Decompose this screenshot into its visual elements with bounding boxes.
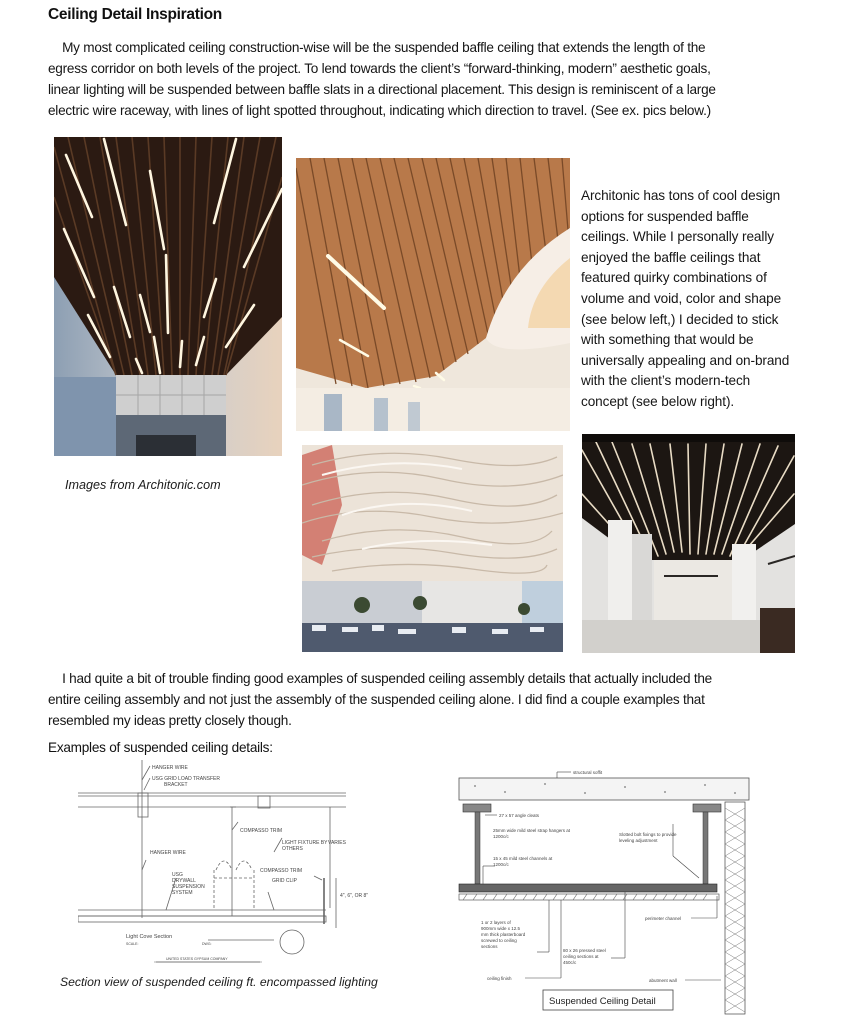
side-line: Architonic has tons of cool design [581,188,781,203]
label-dwg: DWG: [202,942,212,946]
label-pressed-3: 450c/c [563,960,577,965]
side-line: (see below left,) I decided to stick [581,311,779,327]
side-line: with something that would be [581,332,754,348]
label-hangers: 25mm wide mild steel strap hangers at [493,828,571,833]
label-scale: SCALE: [126,942,139,946]
label-section-title: Light Cove Section [126,934,173,940]
label-channels: 15 x 45 mild steel channels at [493,856,553,861]
label-finish: ceiling finish [487,976,512,981]
label-plaster-5: sections [481,944,498,949]
label-company: UNITED STATES GYPSUM COMPANY [166,957,228,961]
label-plaster-2: 900mm wide x 12.5 [481,926,521,931]
label-channels-2: 1200c/c [493,862,509,867]
second-paragraph [48,668,712,731]
label-compasso-trim: COMPASSO TRIM [240,828,283,834]
label-varies: VARIES [328,840,346,846]
label-cleats: 27 x 57 angle cleats [499,813,540,818]
label-slotted: Slotted bolt fixings to provide [619,832,677,837]
side-line: with the client’s modern-tech [581,373,751,389]
label-light-fixture-2: OTHERS [282,846,303,852]
label-usg-3: SUSPENSION [172,884,205,890]
side-line: enjoyed the baffle ceilings that [581,249,761,265]
label-usg: USG [172,872,183,878]
black-baffle-modern-photo [582,434,795,653]
label-usg-4: SYSTEM [172,890,193,896]
label-pressed-2: ceiling sections at [563,954,599,959]
label-bracket-2: BRACKET [164,782,188,788]
dark-baffle-corridor-photo [54,137,282,456]
intro-line: My most complicated ceiling construction-wise will be the suspended baffle ceiling that extends the length of the [48,40,706,55]
label-soffit: structural soffit [573,770,603,775]
label-grid-clip: GRID CLIP [272,878,298,884]
label-plaster-4: screwed to ceiling [481,938,517,943]
label-plaster: 1 or 2 layers of [481,920,511,925]
second-line: I had quite a bit of trouble finding good examples of suspended ceiling assembly details that actually included the [48,671,712,686]
wood-baffle-curved-photo [296,158,570,431]
side-paragraph [581,186,821,413]
label-dims: 4", 6", OR 8" [340,893,368,899]
label-perimeter: perimeter channel [645,916,682,921]
suspended-ceiling-detail-drawing [445,768,765,1023]
side-line: volume and void, color and shape [581,290,782,306]
page-title: Ceiling Detail Inspiration [48,6,222,23]
side-line: ceilings. While I personally really [581,229,774,245]
side-line: concept (see below right). [581,393,735,409]
label-hangers-2: 1200c/c [493,834,509,839]
side-line: featured quirky combinations of [581,270,767,286]
label-pressed: 80 x 26 pressed steel [563,948,606,953]
label-compasso-trim-2: COMPASSO TRIM [260,868,303,874]
intro-line: egress corridor on both levels of the project. To lend towards the client’s “forward-thinking, modern” aesthetic goals, [48,61,711,76]
side-line: universally appealing and on-brand [581,352,790,368]
side-line: options for suspended baffle [581,208,749,224]
label-abutment: abutment wall [649,978,677,983]
white-wave-baffle-photo [302,445,563,652]
intro-line: linear lighting will be suspended between baffle slats in a directional placement. This design is reminiscent of a large [48,82,716,97]
label-usg-2: DRYWALL [172,878,196,884]
label-plaster-3: mm thick plasterboard [481,932,526,937]
label-hanger-wire-mid: HANGER WIRE [150,850,186,856]
drawing-title: Suspended Ceiling Detail [549,996,656,1007]
label-hanger-wire-top: HANGER WIRE [152,765,188,771]
second-line: resembled my ideas pretty closely though. [48,713,292,728]
images-source-caption: Images from Architonic.com [65,478,221,492]
intro-line: electric wire raceway, with lines of light spotted throughout, indicating which direction to travel. (See ex. pics below.) [48,103,711,118]
label-light-fixture: LIGHT FIXTURE BY [282,840,328,846]
second-line: entire ceiling assembly and not just the assembly of the suspended ceiling alone. I did find a couple examples that [48,692,705,707]
intro-paragraph [48,37,716,121]
examples-label: Examples of suspended ceiling details: [48,740,273,755]
light-cove-section-drawing [78,760,368,970]
label-bracket: USG GRID LOAD TRANSFER [152,776,220,782]
label-slotted-2: leveling adjustment [619,838,658,843]
drawing-left-caption: Section view of suspended ceiling ft. encompassed lighting [60,975,378,989]
